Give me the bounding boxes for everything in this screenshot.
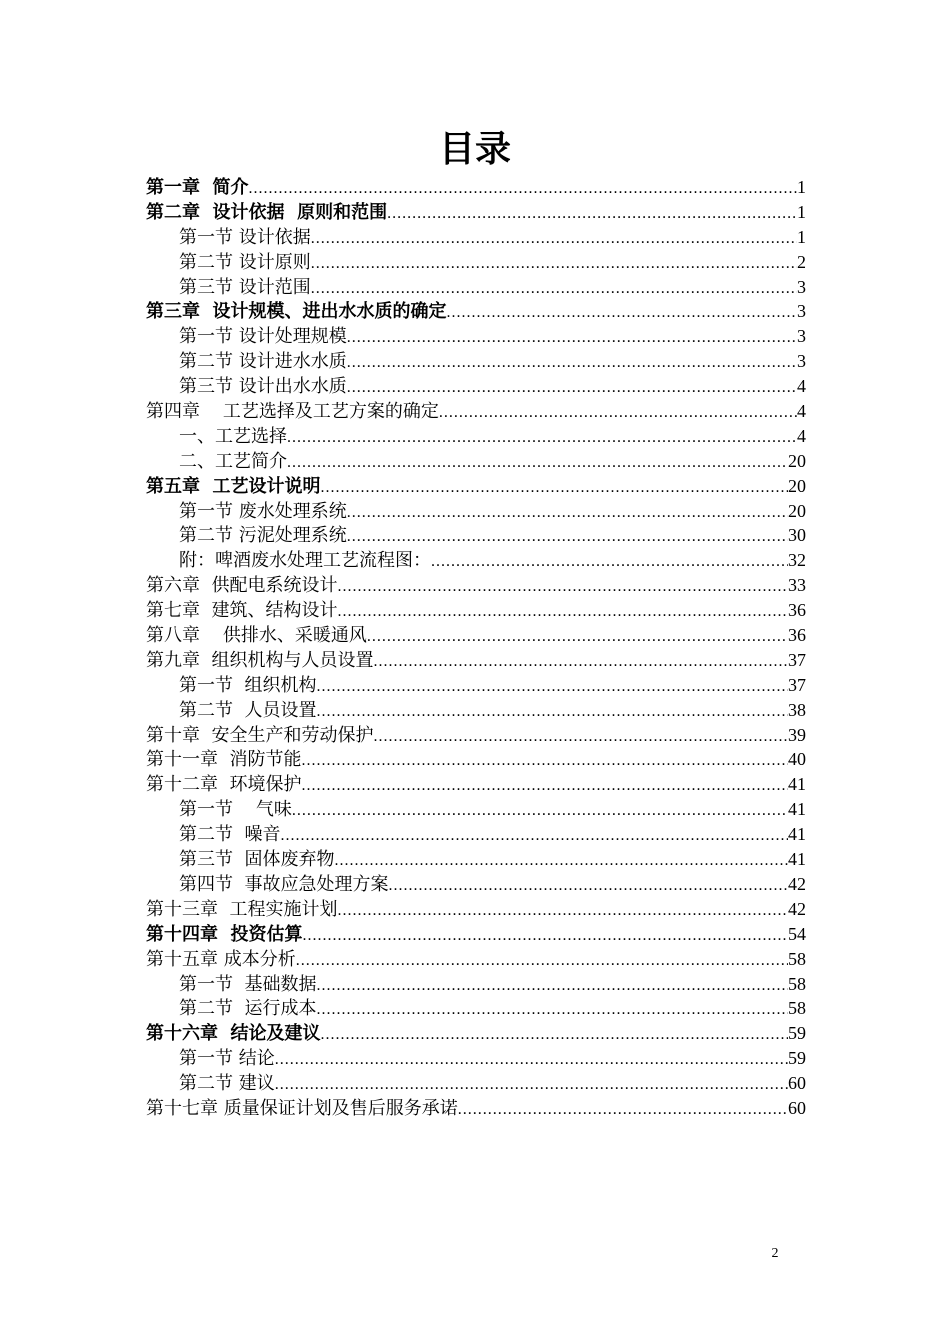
toc-entry-label: 一、工艺选择 xyxy=(179,425,287,447)
toc-entry-page-number: 1 xyxy=(797,177,806,197)
toc-entry-label: 第八章 供排水、采暖通风 xyxy=(146,625,367,647)
toc-entry-page-number: 3 xyxy=(797,276,806,297)
toc-entry-label: 附：啤酒废水处理工艺流程图： xyxy=(179,550,431,572)
toc-entry-page-number: 33 xyxy=(788,575,806,596)
toc-entry-page-number: 60 xyxy=(788,1097,806,1118)
toc-entry-label: 第二节 建议 xyxy=(179,1073,275,1095)
toc-title: 目录 xyxy=(438,129,511,170)
toc-entry-page-number: 4 xyxy=(797,401,806,422)
toc-dot-leader xyxy=(316,700,788,723)
toc-dot-leader xyxy=(373,650,788,673)
toc-entry-page-number: 38 xyxy=(788,699,806,720)
toc-entry-label: 第一节 基础数据 xyxy=(179,973,317,995)
toc-dot-leader xyxy=(311,277,797,300)
toc-entry-label: 第十章 安全生产和劳动保护 xyxy=(146,724,374,746)
toc-dot-leader xyxy=(316,998,788,1021)
toc-dot-leader xyxy=(292,799,788,822)
toc-entry[interactable] xyxy=(146,747,806,772)
toc-entry[interactable] xyxy=(146,723,806,748)
toc-entry-page-number: 20 xyxy=(788,450,806,471)
toc-entry-label: 第二节 人员设置 xyxy=(179,699,317,721)
toc-entry-page-number: 20 xyxy=(788,500,806,521)
toc-entry-label: 第十六章 结论及建议 xyxy=(146,1023,321,1045)
toc-entry[interactable] xyxy=(146,374,806,399)
toc-entry-page-number: 3 xyxy=(797,301,806,322)
toc-entry[interactable] xyxy=(146,897,806,922)
toc-entry-label: 第一节 设计处理规模 xyxy=(179,326,347,348)
toc-entry-page-number: 1 xyxy=(797,201,806,222)
toc-entry-page-number: 37 xyxy=(788,649,806,670)
toc-dot-leader xyxy=(249,177,797,200)
toc-entry-label: 第三节 设计范围 xyxy=(179,276,311,298)
toc-dot-leader xyxy=(334,849,788,872)
toc-dot-leader xyxy=(337,600,788,623)
toc-dot-leader xyxy=(337,575,788,598)
toc-entry-label: 第十七章 质量保证计划及售后服务承诺 xyxy=(146,1097,458,1119)
toc-entry-page-number: 3 xyxy=(797,351,806,372)
toc-dot-leader xyxy=(347,525,788,548)
toc-entry[interactable] xyxy=(146,449,806,474)
toc-entry-page-number: 37 xyxy=(788,674,806,695)
toc-entry-label: 第四章 工艺选择及工艺方案的确定 xyxy=(146,401,439,423)
toc-entry[interactable] xyxy=(146,324,806,349)
toc-dot-leader xyxy=(367,625,788,648)
toc-entry-page-number: 59 xyxy=(788,1023,806,1044)
page-number: 2 xyxy=(771,1246,779,1261)
toc-entry[interactable] xyxy=(146,474,806,499)
toc-entry[interactable] xyxy=(146,822,806,847)
toc-entry-label: 第十四章 投资估算 xyxy=(146,923,303,945)
toc-dot-leader xyxy=(316,974,788,997)
toc-dot-leader xyxy=(439,401,797,424)
toc-entry-page-number: 4 xyxy=(797,376,806,397)
toc-entry[interactable] xyxy=(146,598,806,623)
toc-entry-page-number: 3 xyxy=(797,326,806,347)
toc-entry[interactable] xyxy=(146,922,806,947)
toc-entry-page-number: 36 xyxy=(788,600,806,621)
toc-entry-label: 第三章 设计规模、进出水水质的确定 xyxy=(146,301,447,323)
toc-entry-label: 第六章 供配电系统设计 xyxy=(146,575,338,597)
toc-entry[interactable] xyxy=(146,947,806,972)
toc-entry-label: 第一节 气味 xyxy=(179,799,292,821)
toc-entry-page-number: 2 xyxy=(797,251,806,272)
toc-entry-label: 第一章 简介 xyxy=(146,177,249,198)
toc-entry[interactable] xyxy=(146,175,806,200)
toc-entry[interactable] xyxy=(146,673,806,698)
toc-dot-leader xyxy=(321,1023,788,1046)
toc-dot-leader xyxy=(431,550,788,573)
toc-dot-leader xyxy=(347,326,797,349)
toc-entry[interactable] xyxy=(146,349,806,374)
toc-entry[interactable] xyxy=(146,698,806,723)
toc-entry-label: 第九章 组织机构与人员设置 xyxy=(146,649,374,671)
toc-entry-label: 第十五章 成本分析 xyxy=(146,948,296,970)
toc-entry[interactable] xyxy=(146,573,806,598)
toc-entry-page-number: 32 xyxy=(788,550,806,571)
toc-entry[interactable] xyxy=(146,623,806,648)
toc-dot-leader xyxy=(347,376,797,399)
toc-entry[interactable] xyxy=(146,772,806,797)
toc-entry-label: 第二章 设计依据 原则和范围 xyxy=(146,201,388,223)
toc-entry-label: 第一节 结论 xyxy=(179,1048,275,1070)
toc-entry[interactable] xyxy=(146,299,806,324)
toc-dot-leader xyxy=(458,1098,788,1121)
toc-entry[interactable] xyxy=(146,847,806,872)
toc-entry[interactable] xyxy=(146,972,806,997)
toc-entry-page-number: 40 xyxy=(788,749,806,770)
toc-entry[interactable] xyxy=(146,996,806,1021)
toc-dot-leader xyxy=(447,301,797,324)
toc-entry[interactable] xyxy=(146,1021,806,1046)
toc-entry-page-number: 60 xyxy=(788,1073,806,1094)
toc-entry[interactable] xyxy=(146,1046,806,1071)
toc-entry-label: 第二节 设计原则 xyxy=(179,251,311,273)
toc-entry-label: 第三节 固体废弃物 xyxy=(179,849,335,871)
toc-entry-label: 第一节 组织机构 xyxy=(179,674,317,696)
toc-entry-page-number: 41 xyxy=(788,799,806,820)
toc-entry-label: 第三节 设计出水水质 xyxy=(179,376,347,398)
toc-entry-page-number: 20 xyxy=(788,475,806,496)
toc-dot-leader xyxy=(316,675,788,698)
toc-dot-leader xyxy=(347,351,797,374)
toc-dot-leader xyxy=(347,501,788,524)
toc-entry[interactable] xyxy=(146,1071,806,1096)
toc-entry[interactable] xyxy=(146,548,806,573)
toc-entry-label: 第一节 废水处理系统 xyxy=(179,500,347,522)
toc-entry[interactable] xyxy=(146,399,806,424)
toc-entry[interactable] xyxy=(146,275,806,300)
toc-dot-leader xyxy=(287,451,788,474)
toc-dot-leader xyxy=(337,899,788,922)
toc-entry[interactable] xyxy=(146,523,806,548)
toc-entry-page-number: 42 xyxy=(788,873,806,894)
toc-entry[interactable] xyxy=(146,499,806,524)
toc-entry-label: 第二节 运行成本 xyxy=(179,998,317,1020)
toc-dot-leader xyxy=(388,874,788,897)
toc-entry-page-number: 42 xyxy=(788,898,806,919)
toc-dot-leader xyxy=(280,824,788,847)
toc-entry[interactable] xyxy=(146,797,806,822)
toc-entry[interactable] xyxy=(146,200,806,225)
toc-entry[interactable] xyxy=(146,250,806,275)
toc-entry-label: 第七章 建筑、结构设计 xyxy=(146,600,338,622)
toc-dot-leader xyxy=(296,949,788,972)
toc-entry-page-number: 41 xyxy=(788,774,806,795)
toc-dot-leader xyxy=(373,725,788,748)
toc-entry-page-number: 36 xyxy=(788,625,806,646)
toc-dot-leader xyxy=(301,749,788,772)
toc-dot-leader xyxy=(321,476,788,499)
toc-entry-page-number: 58 xyxy=(788,973,806,994)
toc-entry-page-number: 30 xyxy=(788,525,806,546)
toc-entry-page-number: 59 xyxy=(788,1048,806,1069)
toc-entry-label: 第二节 设计进水水质 xyxy=(179,351,347,373)
toc-entry-page-number: 58 xyxy=(788,948,806,969)
toc-entry-page-number: 39 xyxy=(788,724,806,745)
toc-entry-label: 第五章 工艺设计说明 xyxy=(146,475,321,497)
toc-entry-label: 二、工艺简介 xyxy=(179,450,287,472)
toc-dot-leader xyxy=(287,426,797,449)
toc-entry-label: 第四节 事故应急处理方案 xyxy=(179,873,389,895)
toc-entry-page-number: 4 xyxy=(797,425,806,446)
toc-entry-page-number: 41 xyxy=(788,849,806,870)
toc-entry[interactable] xyxy=(146,1096,806,1121)
table-of-contents xyxy=(146,175,806,1121)
toc-dot-leader xyxy=(301,774,788,797)
toc-dot-leader xyxy=(303,924,788,947)
toc-entry[interactable] xyxy=(146,648,806,673)
toc-entry[interactable] xyxy=(146,424,806,449)
toc-entry-label: 第二节 污泥处理系统 xyxy=(179,525,347,547)
toc-dot-leader xyxy=(311,227,797,250)
toc-entry-page-number: 54 xyxy=(788,923,806,944)
toc-entry-label: 第一节 设计依据 xyxy=(179,226,311,248)
toc-entry[interactable] xyxy=(146,872,806,897)
toc-entry-label: 第十三章 工程实施计划 xyxy=(146,898,338,920)
toc-entry-label: 第十二章 环境保护 xyxy=(146,774,302,796)
toc-dot-leader xyxy=(275,1073,788,1096)
toc-entry-label: 第十一章 消防节能 xyxy=(146,749,302,771)
toc-dot-leader xyxy=(275,1048,788,1071)
toc-entry[interactable] xyxy=(146,225,806,250)
toc-entry-page-number: 58 xyxy=(788,998,806,1019)
toc-entry-page-number: 41 xyxy=(788,824,806,845)
toc-entry-label: 第二节 噪音 xyxy=(179,824,281,846)
toc-entry-page-number: 1 xyxy=(797,226,806,247)
toc-dot-leader xyxy=(311,252,797,275)
toc-dot-leader xyxy=(387,202,797,225)
